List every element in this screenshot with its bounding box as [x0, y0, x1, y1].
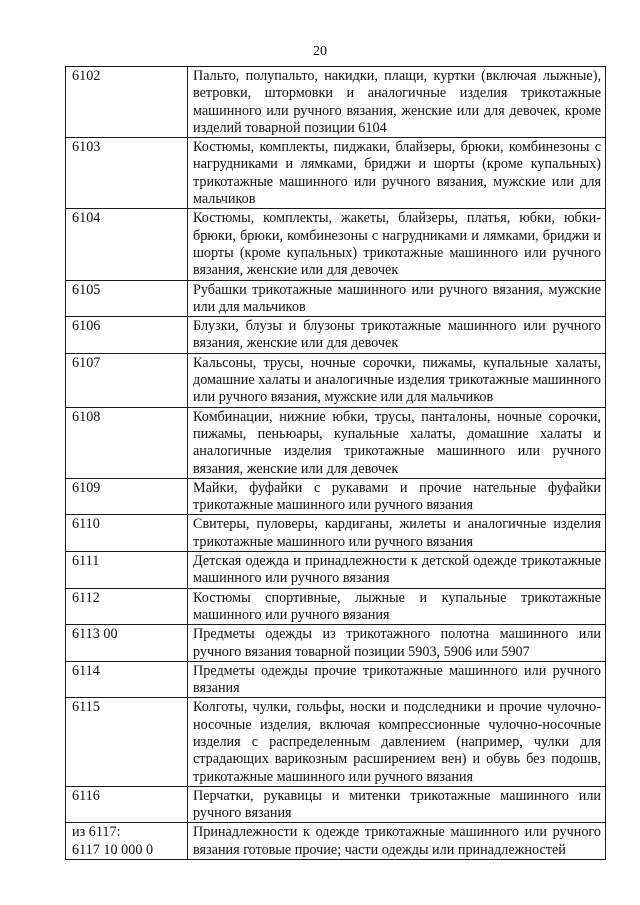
table-row	[66, 515, 606, 552]
page-number: 20	[313, 44, 327, 59]
code-cell: 6108	[66, 407, 188, 478]
description-cell: Предметы одежды прочие трикотажные машинного или ручного вязания	[188, 661, 606, 698]
table-row	[66, 407, 606, 478]
description-cell: Принадлежности к одежде трикотажные машинного или ручного вязания готовые прочие; части одежды или принадлежностей	[188, 823, 606, 860]
table-row	[66, 786, 606, 823]
code-cell	[66, 823, 188, 860]
description-cell: Комбинации, нижние юбки, трусы, панталоны, ночные сорочки, пижамы, пеньюары, купальные халаты, домашние халаты и аналогичные изделия трикотажные машинного или ручного вязания, женские или для девочек	[188, 407, 606, 478]
description-cell: Блузки, блузы и блузоны трикотажные машинного или ручного вязания, женские или для девочек	[188, 317, 606, 354]
table-row	[66, 67, 606, 138]
code-line-heading: из 6117:	[72, 824, 121, 841]
table-row	[66, 661, 606, 698]
code-cell: 6113 00	[66, 625, 188, 662]
code-cell: 6107	[66, 353, 188, 407]
description-cell: Предметы одежды из трикотажного полотна машинного или ручного вязания товарной позиции 5903, 5906 или 5907	[188, 625, 606, 662]
table-body	[66, 67, 606, 860]
table-row	[66, 478, 606, 515]
code-cell: 6109	[66, 478, 188, 515]
description-cell: Пальто, полупальто, накидки, плащи, куртки (включая лыжные), ветровки, штормовки и аналогичные изделия трикотажные машинного или ручного вязания, женские или для девочек, кроме изделий товарной позиции 6104	[188, 67, 606, 138]
description-cell: Колготы, чулки, гольфы, носки и подследники и прочие чулочно-носочные изделия, включая компрессионные чулочно-носочные изделия с распределенным давлением (например, чулки для страдающих варикозным расширением вен) и обувь без подошв, трикотажные машинного или ручного вязания	[188, 698, 606, 786]
table-row	[66, 698, 606, 786]
description-cell: Свитеры, пуловеры, кардиганы, жилеты и аналогичные изделия трикотажные машинного или ручного вязания	[188, 515, 606, 552]
table-row	[66, 138, 606, 209]
code-cell: 6112	[66, 588, 188, 625]
description-cell: Майки, фуфайки с рукавами и прочие нательные фуфайки трикотажные машинного или ручного вязания	[188, 478, 606, 515]
table-row-partial	[66, 823, 606, 860]
description-cell: Перчатки, рукавицы и митенки трикотажные машинного или ручного вязания	[188, 786, 606, 823]
table-row	[66, 588, 606, 625]
description-cell: Кальсоны, трусы, ночные сорочки, пижамы, купальные халаты, домашние халаты и аналогичные изделия трикотажные машинного или ручного вязания, мужские или для мальчиков	[188, 353, 606, 407]
tnved-code-table	[65, 66, 606, 860]
table-row	[66, 552, 606, 589]
description-cell: Костюмы, комплекты, пиджаки, блайзеры, брюки, комбинезоны с нагрудниками и лямками, бриджи и шорты (кроме купальных) трикотажные машинного или ручного вязания, мужские или для мальчиков	[188, 138, 606, 209]
table-row	[66, 625, 606, 662]
code-cell: 6116	[66, 786, 188, 823]
description-cell: Костюмы, комплекты, жакеты, блайзеры, платья, юбки, юбки-брюки, брюки, комбинезоны с нагрудниками и лямками, бриджи и шорты (кроме купальных) трикотажные машинного или ручного вязания, женские или для девочек	[188, 209, 606, 280]
description-cell: Костюмы спортивные, лыжные и купальные трикотажные машинного или ручного вязания	[188, 588, 606, 625]
description-cell: Детская одежда и принадлежности к детской одежде трикотажные машинного или ручного вязания	[188, 552, 606, 589]
code-cell: 6102	[66, 67, 188, 138]
description-cell: Рубашки трикотажные машинного или ручного вязания, мужские или для мальчиков	[188, 280, 606, 317]
code-cell: 6106	[66, 317, 188, 354]
code-cell: 6105	[66, 280, 188, 317]
table-row	[66, 317, 606, 354]
table-row	[66, 353, 606, 407]
table-row	[66, 280, 606, 317]
code-cell: 6111	[66, 552, 188, 589]
code-cell: 6110	[66, 515, 188, 552]
code-cell: 6103	[66, 138, 188, 209]
table-row	[66, 209, 606, 280]
code-cell: 6115	[66, 698, 188, 786]
code-cell: 6104	[66, 209, 188, 280]
code-line-value: 6117 10 000 0	[72, 841, 154, 858]
code-cell: 6114	[66, 661, 188, 698]
